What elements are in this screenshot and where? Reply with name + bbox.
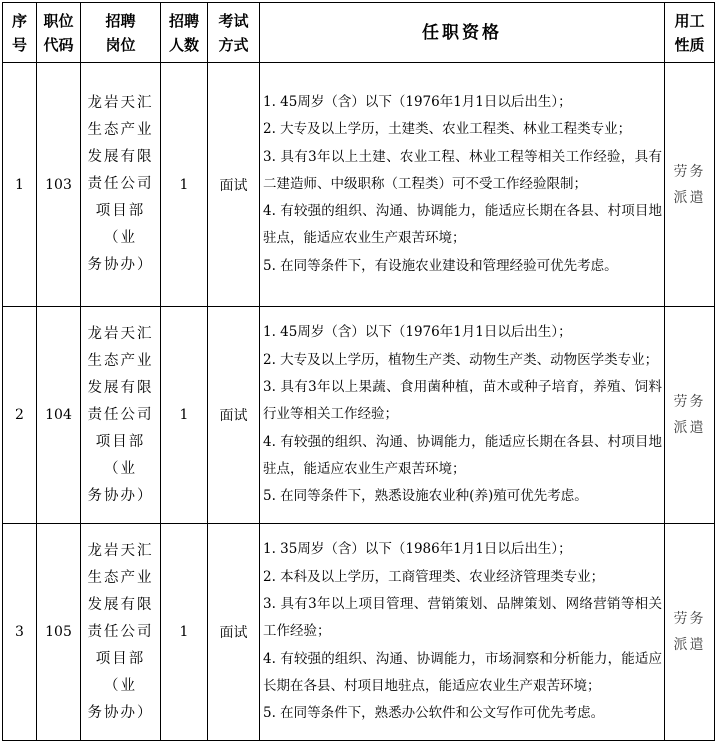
post-line: 务协办） <box>87 257 154 273</box>
requirement-item: 4. 有较强的组织、沟通、协调能力，能适应长期在各县、村项目地驻点，能适应农业生产艰苦环境； <box>263 203 662 247</box>
requirement-item: 2. 本科及以上学历，工商管理类、农业经济管理类专业； <box>263 568 605 585</box>
header-qualifications: 任职资格 <box>260 3 665 63</box>
requirement-item: 4. 有较强的组织、沟通、协调能力，能适应长期在各县、村项目地驻点，能适应农业生产艰苦环境； <box>263 433 662 477</box>
cell-nature <box>665 524 715 741</box>
nature-line: 派遣 <box>673 637 706 653</box>
cell-exam: 面试 <box>208 524 260 741</box>
header-count-line1: 招聘 <box>168 11 199 30</box>
requirement-item: 5. 在同等条件下，有设施农业建设和管理经验可优先考虑。 <box>263 257 618 274</box>
header-exam-line1: 考试 <box>218 11 249 30</box>
requirement-item: 1. 45周岁（含）以下（1976年1月1日以后出生）； <box>263 324 572 341</box>
header-post-line1: 招聘 <box>105 11 136 30</box>
header-post-line2: 岗位 <box>105 35 136 54</box>
post-line: 龙岩天汇 <box>87 95 154 111</box>
nature-line: 派遣 <box>673 189 706 206</box>
table-row <box>3 524 715 741</box>
post-line: 发展有限 <box>87 379 154 396</box>
header-nature-line1: 用工 <box>674 11 705 30</box>
requirement-item: 4. 有较强的组织、沟通、协调能力，市场洞察和分析能力，能适应长期在各县、村项目地驻点，能适应农业生产艰苦环境； <box>263 650 662 694</box>
post-line: 务协办） <box>87 704 154 721</box>
post-line: 项目部（业 <box>95 650 146 694</box>
cell-exam: 面试 <box>208 307 260 524</box>
header-count-line2: 人数 <box>168 35 199 54</box>
post-line: 生态产业 <box>87 122 154 138</box>
nature-line: 劳务 <box>673 394 706 410</box>
requirement-item: 3. 具有3年以上项目管理、营销策划、品牌策划、网络营销等相关工作经验； <box>263 596 662 640</box>
cell-code: 104 <box>37 307 81 524</box>
requirement-item: 3. 具有3年以上土建、农业工程、林业工程等相关工作经验，具有二建造师、中级职称（工程类）可不受工作经验限制； <box>263 148 662 192</box>
requirement-item: 5. 在同等条件下，熟悉设施农业种(养)殖可优先考虑。 <box>263 488 588 505</box>
header-seq <box>3 3 37 63</box>
header-post <box>81 3 161 63</box>
recruitment-table <box>2 2 715 741</box>
cell-exam: 面试 <box>208 63 260 307</box>
cell-post <box>81 307 161 524</box>
post-line: 发展有限 <box>87 149 154 165</box>
header-count <box>161 3 208 63</box>
cell-requirements <box>260 524 665 741</box>
cell-nature <box>665 307 715 524</box>
cell-code: 105 <box>37 524 81 741</box>
header-exam-line2: 方式 <box>218 35 249 54</box>
cell-count: 1 <box>161 524 208 741</box>
cell-seq: 2 <box>3 307 37 524</box>
post-line: 责任公司 <box>87 623 154 640</box>
nature-line: 劳务 <box>673 163 706 180</box>
post-line: 务协办） <box>87 487 154 504</box>
post-line: 龙岩天汇 <box>87 542 154 559</box>
requirement-item: 1. 35周岁（含）以下（1986年1月1日以后出生）； <box>263 541 572 558</box>
cell-nature <box>665 63 715 307</box>
header-code <box>37 3 81 63</box>
cell-post <box>81 63 161 307</box>
cell-count: 1 <box>161 63 208 307</box>
nature-line: 派遣 <box>673 420 706 436</box>
post-line: 发展有限 <box>87 596 154 613</box>
nature-line: 劳务 <box>673 611 706 627</box>
post-line: 生态产业 <box>87 569 154 586</box>
cell-count: 1 <box>161 307 208 524</box>
cell-requirements <box>260 63 665 307</box>
header-exam <box>208 3 260 63</box>
requirement-item: 1. 45周岁（含）以下（1976年1月1日以后出生）； <box>263 93 572 110</box>
requirement-item: 3. 具有3年以上果蔬、食用菌种植，苗木或种子培育，养殖、饲料行业等相关工作经验； <box>263 379 662 423</box>
requirement-item: 5. 在同等条件下，熟悉办公软件和公文写作可优先考虑。 <box>263 705 605 722</box>
header-nature-line2: 性质 <box>674 35 705 54</box>
header-seq-line2: 号 <box>11 35 27 54</box>
header-seq-line1: 序 <box>11 11 27 30</box>
table-row <box>3 63 715 307</box>
cell-post <box>81 524 161 741</box>
cell-seq: 1 <box>3 63 37 307</box>
post-line: 龙岩天汇 <box>87 325 154 342</box>
cell-code: 103 <box>37 63 81 307</box>
post-line: 责任公司 <box>87 176 154 192</box>
requirement-item: 2. 大专及以上学历，土建类、农业工程类、林业工程类专业； <box>263 121 632 138</box>
header-nature <box>665 3 715 63</box>
cell-seq: 3 <box>3 524 37 741</box>
requirement-item: 2. 大专及以上学历，植物生产类、动物生产类、动物医学类专业； <box>263 351 659 368</box>
table-row <box>3 307 715 524</box>
post-line: 项目部（业 <box>95 203 146 246</box>
post-line: 生态产业 <box>87 352 154 369</box>
cell-requirements <box>260 307 665 524</box>
header-code-line1: 职位 <box>43 11 74 30</box>
header-row <box>3 3 715 63</box>
post-line: 责任公司 <box>87 406 154 423</box>
header-code-line2: 代码 <box>43 35 74 54</box>
post-line: 项目部（业 <box>95 433 146 477</box>
